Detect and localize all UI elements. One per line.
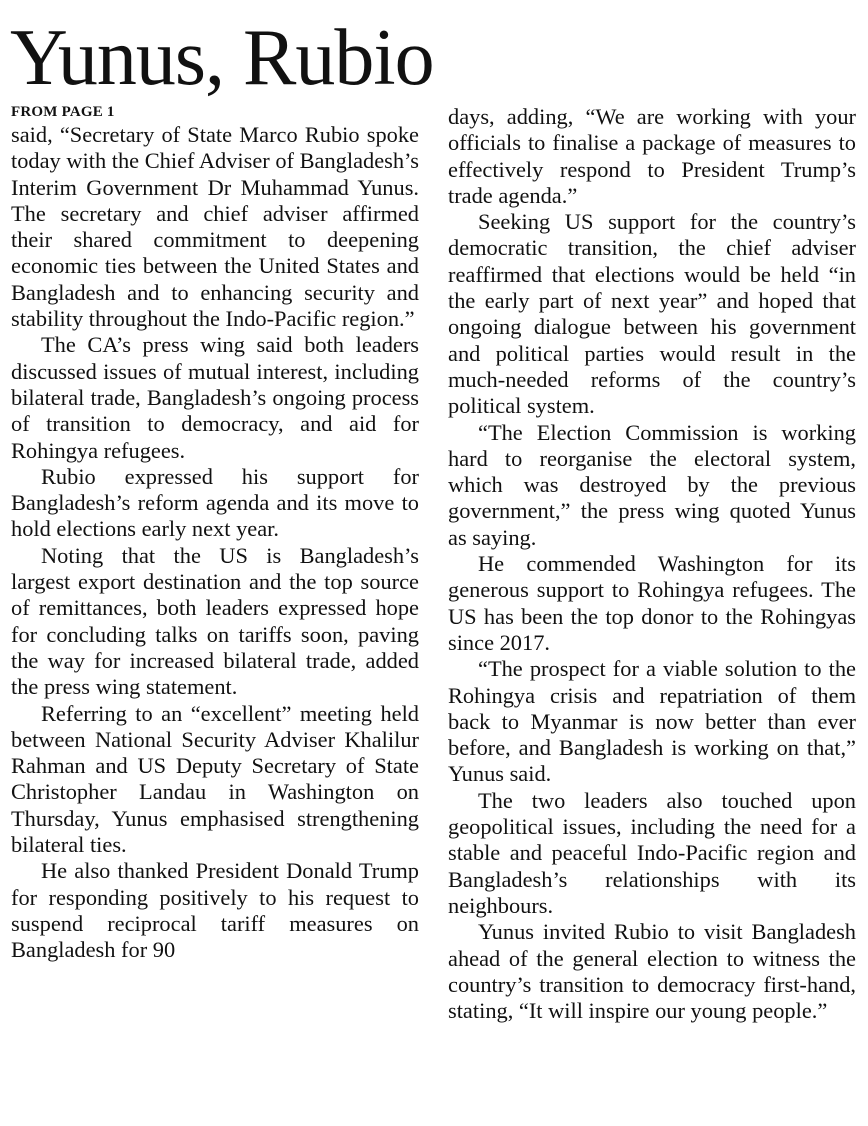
- article-column-left: [11, 122, 419, 964]
- paragraph: Noting that the US is Bangladesh’s largest export destination and the top source of remittances, both leaders expressed hope for concluding talks on tariffs soon, paving the way for increased bilateral trade, added the press wing statement.: [11, 542, 419, 700]
- paragraph: He also thanked President Donald Trump for responding positively to his request to suspend reciprocal tariff measures on Bangladesh for 90: [11, 858, 419, 963]
- paragraph: said, “Secretary of State Marco Rubio spoke today with the Chief Adviser of Bangladesh’s Interim Government Dr Muhammad Yunus. The secretary and chief adviser affirmed their shared commitment to deepening economic ties between the United States and Bangladesh and to enhancing security and stability throughout the Indo-Pacific region.”: [11, 122, 419, 332]
- paragraph: “The Election Commission is working hard to reorganise the electoral system, which was destroyed by the previous government,” the press wing quoted Yunus as saying.: [448, 419, 856, 550]
- paragraph: Seeking US support for the country’s democratic transition, the chief adviser reaffirmed that elections would be held “in the early part of next year” and hoped that ongoing dialogue between his government and political parties would result in the much-needed reforms of the country’s political system.: [448, 209, 856, 419]
- paragraph: The two leaders also touched upon geopolitical issues, including the need for a stable and peaceful Indo-Pacific region and Bangladesh’s relationships with its neighbours.: [448, 787, 856, 918]
- headline: Yunus, Rubio: [10, 14, 434, 102]
- paragraph: The CA’s press wing said both leaders discussed issues of mutual interest, including bilateral trade, Bangladesh’s ongoing process of transition to democracy, and aid for Rohingya refugees.: [11, 332, 419, 463]
- article-column-right: [448, 104, 856, 1024]
- paragraph: days, adding, “We are working with your officials to finalise a package of measures to effectively respond to President Trump’s trade agenda.”: [448, 104, 856, 208]
- paragraph: “The prospect for a viable solution to the Rohingya crisis and repatriation of them back to Myanmar is now better than ever before, and Bangladesh is working on that,” Yunus said.: [448, 656, 856, 787]
- paragraph: Rubio expressed his support for Bangladesh’s reform agenda and its move to hold elections early next year.: [11, 463, 419, 542]
- paragraph: Referring to an “excellent” meeting held between National Security Adviser Khalilur Rahman and US Deputy Secretary of State Christopher Landau in Washington on Thursday, Yunus emphasised strengthening bilateral ties.: [11, 700, 419, 858]
- continuation-label: FROM PAGE 1: [11, 104, 115, 120]
- paragraph: Yunus invited Rubio to visit Bangladesh ahead of the general election to witness the country’s transition to democracy first-hand, stating, “It will inspire our young people.”: [448, 919, 856, 1024]
- paragraph: He commended Washington for its generous support to Rohingya refugees. The US has been the top donor to the Rohingyas since 2017.: [448, 551, 856, 655]
